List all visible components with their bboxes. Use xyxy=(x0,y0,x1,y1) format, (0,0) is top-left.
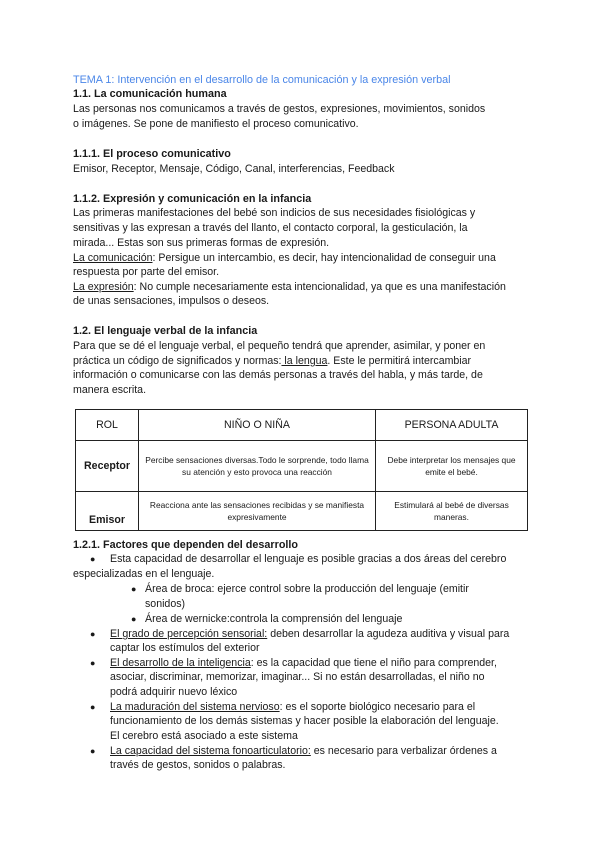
bullet-icon: ● xyxy=(90,746,96,756)
section-heading: 1.1.2. Expresión y comunicación en la infancia xyxy=(73,193,312,205)
list-item-continuation: captar los estímulos del exterior xyxy=(110,642,260,654)
paragraph-line: mirada... Estas son sus primeras formas de expresión. xyxy=(73,237,330,249)
paragraph-line: Las personas nos comunicamos a través de gestos, expresiones, movimientos, sonidos xyxy=(73,103,486,115)
text-run: práctica un código de significados y normas: xyxy=(73,355,282,367)
list-item-continuation: funcionamiento de los demás sistemas y hacer posible la elaboración del lenguaje. xyxy=(110,715,499,727)
term-inteligencia: El desarrollo de la inteligencia xyxy=(110,657,251,669)
term-percepcion: El grado de percepción sensorial: xyxy=(110,628,268,640)
list-item: Esta capacidad de desarrollar el lenguaje es posible gracias a dos áreas del cerebro xyxy=(110,553,507,565)
sub-list-item: Área de wernicke:controla la comprensión del lenguaje xyxy=(145,613,403,625)
bullet-icon: ● xyxy=(90,629,96,639)
definition-text: : Persigue un intercambio, es decir, hay intencionalidad de conseguir una xyxy=(152,252,496,264)
list-item xyxy=(110,744,497,758)
sub-list-item-continuation: sonidos) xyxy=(145,598,186,610)
term-expresion: La expresión xyxy=(73,281,134,293)
list-item-continuation: especializadas en el lenguaje. xyxy=(73,568,215,580)
text-run: : es la capacidad que tiene el niño para comprender, xyxy=(250,657,497,669)
paragraph-line: Emisor, Receptor, Mensaje, Código, Canal, interferencias, Feedback xyxy=(73,163,395,175)
table-row xyxy=(76,441,528,492)
list-item xyxy=(110,700,475,714)
section-heading: 1.1. La comunicación humana xyxy=(73,88,227,100)
cell-nino: Reacciona ante las sensaciones recibidas y se manifiesta expresivamente xyxy=(139,492,376,531)
cell-rol: Emisor xyxy=(76,492,139,531)
definition-line xyxy=(73,251,496,265)
term-comunicacion: La comunicación xyxy=(73,252,153,264)
bullet-icon: ● xyxy=(131,584,137,594)
paragraph-line: respuesta por parte del emisor. xyxy=(73,266,220,278)
paragraph-line: de unas sensaciones, impulsos o deseos. xyxy=(73,295,270,307)
text-run: deben desarrollar la agudeza auditiva y visual para xyxy=(267,628,510,640)
roles-table xyxy=(75,409,528,531)
paragraph-line: Las primeras manifestaciones del bebé son indicios de sus necesidades fisiológicas y xyxy=(73,207,476,219)
term-fonoarticulatorio: La capacidad del sistema fonoarticulatorio: xyxy=(110,745,311,757)
list-item-continuation: asociar, discriminar, memorizar, imaginar... Si no están desarrolladas, el niño no xyxy=(110,671,485,683)
section-heading: 1.2. El lenguaje verbal de la infancia xyxy=(73,325,258,337)
doc-title: TEMA 1: Intervención en el desarrollo de la comunicación y la expresión verbal xyxy=(73,74,451,86)
header-rol: ROL xyxy=(76,410,139,441)
text-run: es necesario para verbalizar órdenes a xyxy=(310,745,497,757)
paragraph-line: manera escrita. xyxy=(73,384,147,396)
term-sistema-nervioso: La maduración del sistema nervioso xyxy=(110,701,280,713)
sub-list-item: Área de broca: ejerce control sobre la producción del lenguaje (emitir xyxy=(145,583,469,595)
paragraph-line: sensitivas y las expresan a través del llanto, el contacto corporal, la gesticulación, la xyxy=(73,222,468,234)
paragraph-line: información o comunicarse con las demás personas a través del habla, y más tarde, de xyxy=(73,369,483,381)
header-adulto: PERSONA ADULTA xyxy=(376,410,528,441)
cell-nino: Percibe sensaciones diversas.Todo le sorprende, todo llama su atención y esto provoca una reacción xyxy=(139,441,376,492)
bullet-icon: ● xyxy=(90,702,96,712)
list-item xyxy=(110,656,497,670)
term-lengua: la lengua xyxy=(281,355,328,367)
text-run: . Este le permitirá intercambiar xyxy=(327,355,472,367)
list-item xyxy=(110,627,509,641)
list-item-continuation: podrá adquirir nuevo léxico xyxy=(110,686,238,698)
list-item-continuation: El cerebro está asociado a este sistema xyxy=(110,730,298,742)
definition-text: : No cumple necesariamente esta intencionalidad, ya que es una manifestación xyxy=(133,281,506,293)
cell-rol: Receptor xyxy=(76,441,139,492)
text-run: : es el soporte biológico necesario para el xyxy=(279,701,476,713)
paragraph-line xyxy=(73,354,471,368)
cell-adulto: Estimulará al bebé de diversas maneras. xyxy=(376,492,528,531)
section-heading: 1.2.1. Factores que dependen del desarrollo xyxy=(73,539,299,551)
table-row xyxy=(76,492,528,531)
header-nino: NIÑO O NIÑA xyxy=(139,410,376,441)
bullet-icon: ● xyxy=(90,658,96,668)
paragraph-line: o imágenes. Se pone de manifiesto el proceso comunicativo. xyxy=(73,118,359,130)
bullet-icon: ● xyxy=(131,614,137,624)
paragraph-line: Para que se dé el lenguaje verbal, el pequeño tendrá que aprender, asimilar, y poner en xyxy=(73,340,486,352)
table-header-row xyxy=(76,410,528,441)
list-item-continuation: través de gestos, sonidos o palabras. xyxy=(110,759,286,771)
section-heading: 1.1.1. El proceso comunicativo xyxy=(73,148,231,160)
definition-line xyxy=(73,280,506,294)
cell-adulto: Debe interpretar los mensajes que emite el bebé. xyxy=(376,441,528,492)
bullet-icon: ● xyxy=(90,554,96,564)
